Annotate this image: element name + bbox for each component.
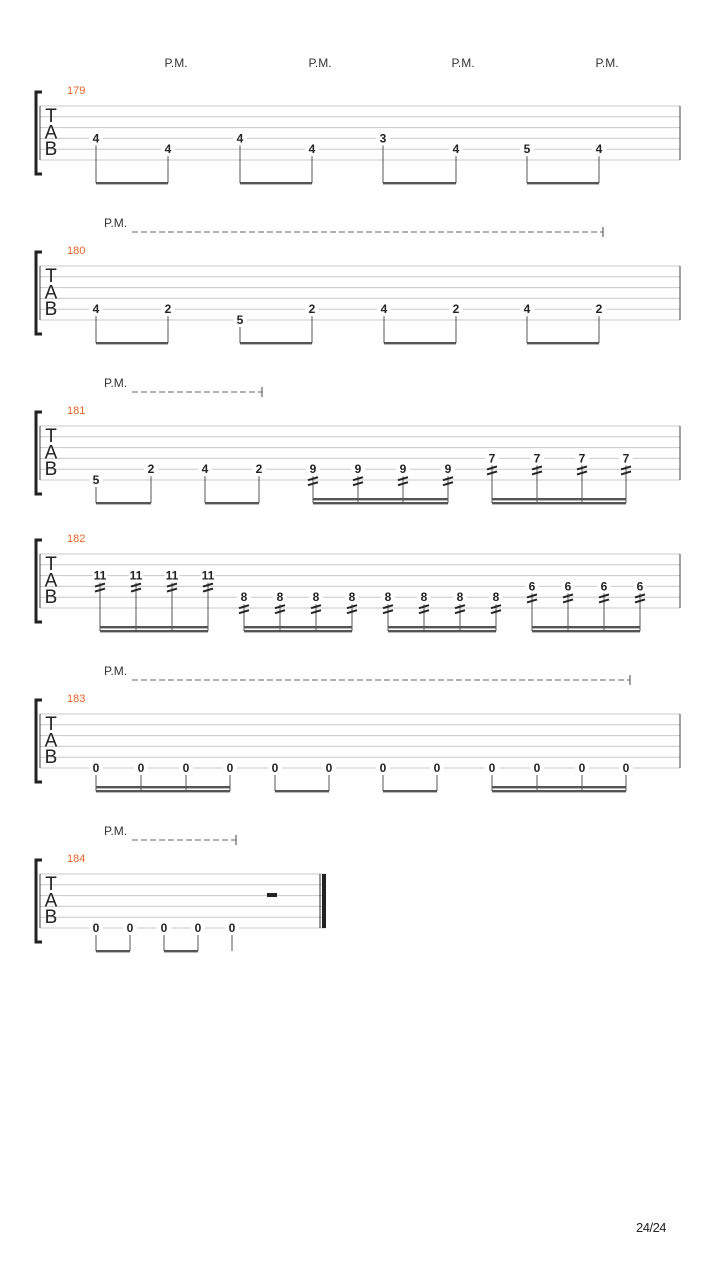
tab-clef-letter: T [45,426,57,447]
beam [388,630,496,632]
fret-number: 11 [201,568,215,583]
fret-number: 5 [523,142,531,157]
fret-number: 7 [622,451,630,466]
palm-mute-label: P.M. [104,376,128,390]
system-181 [36,387,680,504]
fret-number: 6 [600,579,608,594]
tab-clef-letter: A [44,442,58,464]
beam [240,182,312,184]
tab-clef-letter: B [44,747,58,768]
fret-number: 8 [348,590,356,605]
fret-number: 11 [165,568,179,583]
system-bracket [36,540,42,622]
beam [96,342,168,344]
tab-clef-letter: B [44,459,58,480]
measure-number: 179 [67,85,86,97]
fret-number: 0 [271,761,279,775]
fret-number: 5 [236,313,244,327]
fret-number: 4 [380,302,388,317]
fret-number: 7 [488,451,496,466]
beam [492,790,626,792]
fret-number: 8 [384,590,392,605]
fret-number: 0 [194,921,202,935]
fret-number: 0 [325,761,333,775]
fret-number: 11 [129,568,143,583]
fret-number: 2 [308,302,316,317]
final-barline-thick [322,874,326,928]
beam [383,182,456,184]
beam [96,502,151,504]
fret-number: 2 [164,302,172,317]
fret-number: 2 [147,462,155,477]
system-bracket [36,412,42,494]
fret-number: 8 [240,590,248,605]
fret-number: 6 [636,579,644,594]
beam [492,498,626,500]
fret-number: 0 [622,761,630,775]
palm-mute-label: P.M. [451,56,475,70]
tab-clef-letter: T [45,874,57,895]
measure-number: 184 [67,853,86,865]
beam [96,950,130,952]
beam [383,790,437,792]
measure-number: 180 [67,245,86,257]
fret-number: 0 [92,921,100,935]
beam [240,342,312,344]
fret-number: 2 [255,462,263,477]
fret-number: 0 [182,761,190,775]
beam [527,342,599,344]
palm-mute-label: P.M. [104,216,128,230]
palm-mute-label: P.M. [595,56,619,70]
beam [96,790,230,792]
fret-number: 9 [309,462,317,477]
palm-mute-label: P.M. [104,664,128,678]
beam [384,342,456,344]
fret-number: 0 [160,921,168,935]
fret-number: 8 [276,590,284,605]
beam [100,630,208,632]
fret-number: 9 [399,462,407,477]
tab-clef-letter: B [44,139,58,160]
tab-clef-letter: T [45,554,57,575]
tab-clef-letter: A [44,282,58,304]
fret-number: 8 [420,590,428,605]
tab-clef-letter: A [44,570,58,592]
fret-number: 0 [533,761,541,775]
palm-mute-label: P.M. [164,56,188,70]
fret-number: 4 [595,142,603,157]
fret-number: 8 [492,590,500,605]
tab-clef-letter: A [44,890,58,912]
fret-number: 6 [528,579,536,594]
fret-number: 0 [226,761,234,775]
beam [275,790,329,792]
fret-number: 4 [92,302,100,317]
system-179 [36,92,680,184]
fret-number: 6 [564,579,572,594]
tab-clef-letter: A [44,122,58,144]
beam [532,626,640,628]
fret-number: 8 [312,590,320,605]
beam [492,502,626,504]
beam [244,626,352,628]
tab-clef-letter: B [44,907,58,928]
fret-number: 7 [533,451,541,466]
fret-number: 3 [379,131,387,146]
beam [96,786,230,788]
tab-clef-letter: T [45,714,57,735]
beam [313,498,448,500]
beam [205,502,259,504]
beam [527,182,599,184]
fret-number: 4 [92,131,100,146]
fret-number: 0 [578,761,586,775]
palm-mute-label: P.M. [308,56,332,70]
tab-clef-letter: T [45,106,57,127]
system-bracket [36,700,42,782]
system-bracket [36,860,42,942]
measure-number: 182 [67,533,86,545]
measure-number: 181 [67,405,86,417]
palm-mute-label: P.M. [104,824,128,838]
system-182 [36,540,680,632]
fret-number: 4 [308,142,316,157]
fret-number: 0 [433,761,441,775]
beam [313,502,448,504]
page-number: 24/24 [636,1220,667,1235]
fret-number: 0 [379,761,387,775]
fret-number: 4 [452,142,460,157]
fret-number: 4 [164,142,172,157]
beam [100,626,208,628]
fret-number: 0 [92,761,100,775]
tab-clef-letter: B [44,587,58,608]
fret-number: 7 [578,451,586,466]
fret-number: 5 [92,473,100,487]
tab-clef-letter: T [45,266,57,287]
fret-number: 4 [201,462,209,477]
fret-number: 4 [523,302,531,317]
fret-number: 0 [137,761,145,775]
beam [244,630,352,632]
fret-number: 4 [236,131,244,146]
fret-number: 0 [126,921,134,935]
fret-number: 2 [595,302,603,317]
fret-number: 2 [452,302,460,317]
beam [96,182,168,184]
beam [532,630,640,632]
system-bracket [36,92,42,174]
fret-number: 0 [228,921,236,935]
half-rest [267,893,277,897]
system-180 [36,227,680,344]
fret-number: 0 [488,761,496,775]
fret-number: 11 [93,568,107,583]
fret-number: 9 [444,462,452,477]
tab-clef-letter: A [44,730,58,752]
beam [388,626,496,628]
system-bracket [36,252,42,334]
measure-number: 183 [67,693,86,705]
beam [492,786,626,788]
beam [164,950,198,952]
fret-number: 8 [456,590,464,605]
fret-number: 9 [354,462,362,477]
tab-clef-letter: B [44,299,58,320]
